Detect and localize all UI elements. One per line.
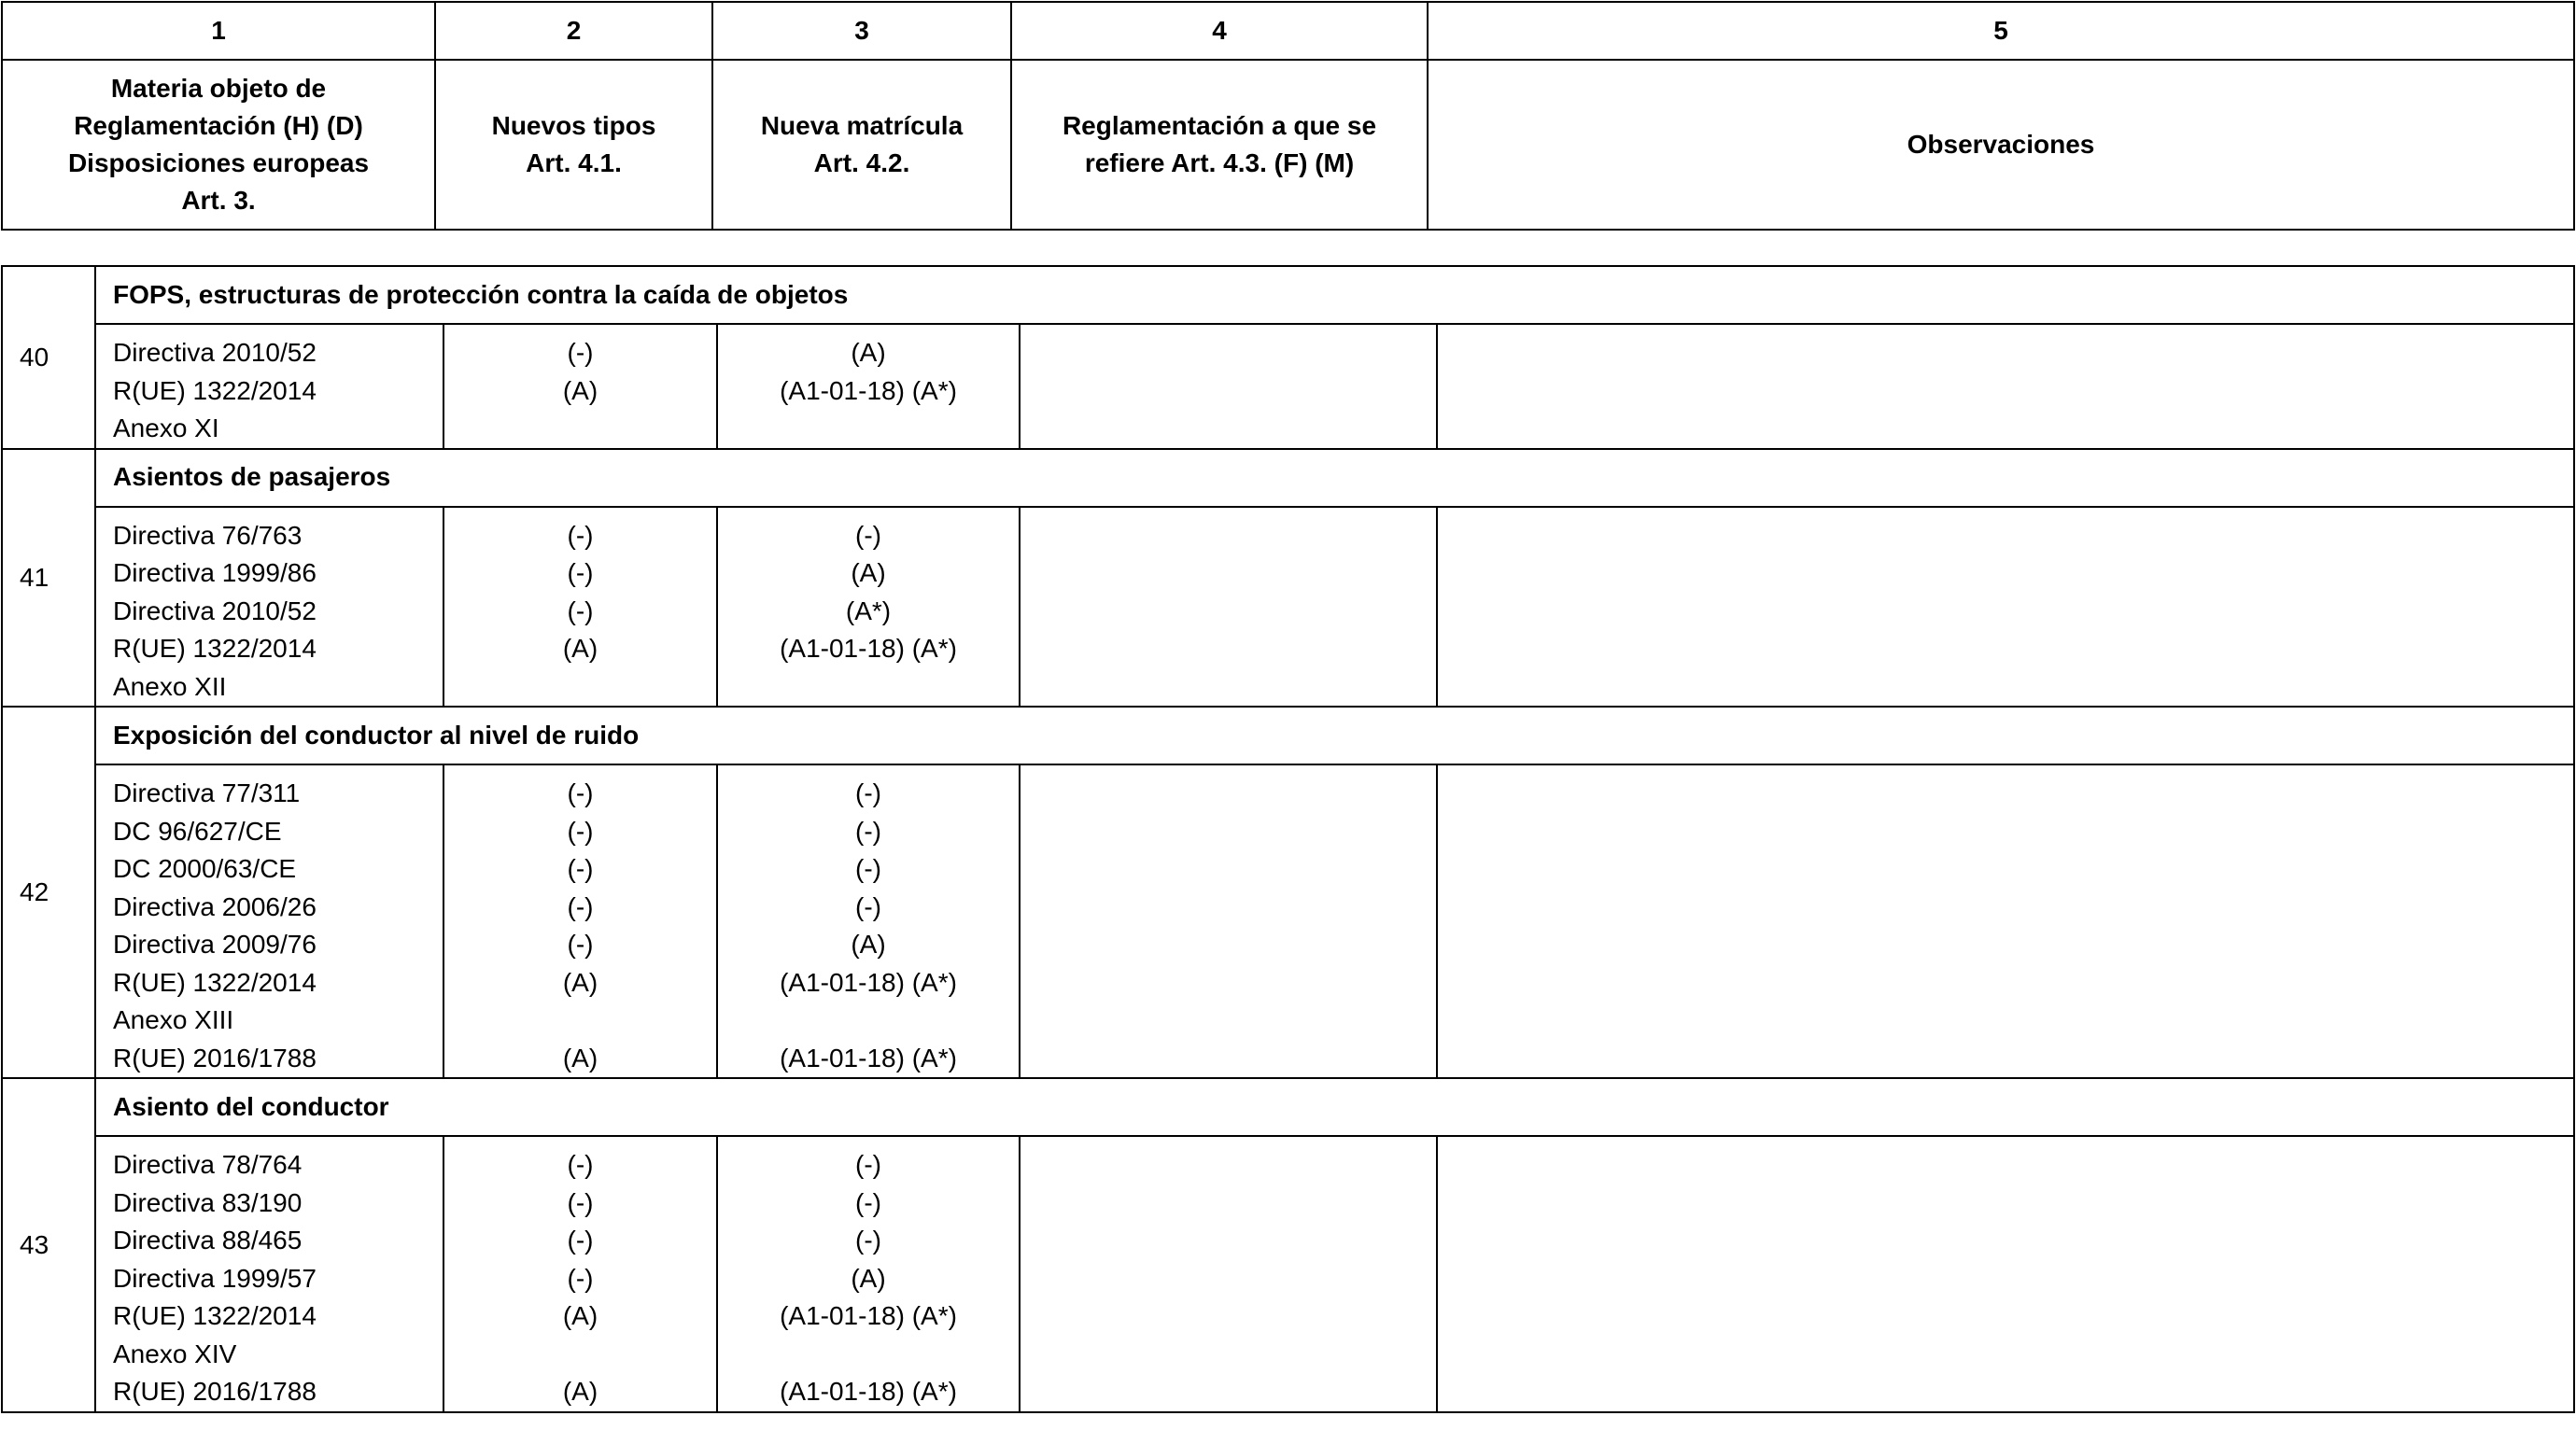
new-registration-value: (A1-01-18) (A*) — [780, 634, 957, 663]
header-table — [1, 1, 2575, 231]
new-registration-value: (-) — [855, 1150, 881, 1179]
section-number: 40 — [2, 266, 95, 449]
regulation-reference: Directiva 1999/57 — [113, 1263, 317, 1293]
new-registration-value-cell — [717, 324, 1020, 449]
sections-body — [2, 266, 2574, 1412]
new-registration-value: (A1-01-18) (A*) — [780, 375, 957, 405]
regulation-reference: Directiva 2006/26 — [113, 891, 317, 921]
new-registration-value: (A*) — [845, 596, 892, 625]
regulation-reference: Anexo XIV — [113, 1339, 237, 1368]
new-registration-value-cell — [717, 507, 1020, 708]
new-registration-value-cell — [717, 1136, 1020, 1412]
section-number: 41 — [2, 449, 95, 708]
referenced-regulation-cell — [1020, 764, 1437, 1078]
observations-cell — [1437, 764, 2574, 1078]
column-number-row — [2, 2, 2574, 60]
regulation-reference: R(UE) 1322/2014 — [113, 375, 317, 405]
new-types-value-cell — [443, 324, 717, 449]
new-types-value: (A) — [562, 967, 598, 997]
new-types-value: (-) — [567, 930, 594, 959]
new-registration-value: (A1-01-18) (A*) — [780, 1301, 957, 1330]
regulation-reference-cell — [95, 507, 443, 708]
column-title-row — [2, 60, 2574, 230]
section-subject-row — [2, 449, 2574, 507]
new-registration-value — [718, 1336, 1019, 1374]
new-registration-value: (A) — [851, 1263, 886, 1293]
section-detail-row — [2, 1136, 2574, 1412]
new-types-value-cell — [443, 1136, 717, 1412]
new-types-value-cell — [443, 507, 717, 708]
new-registration-value: (A1-01-18) (A*) — [780, 967, 957, 997]
column-title-3: Nueva matrícula Art. 4.2. — [760, 111, 964, 177]
new-registration-value: (-) — [855, 778, 881, 807]
regulation-reference: DC 2000/63/CE — [113, 854, 297, 883]
regulation-reference: Directiva 83/190 — [113, 1187, 303, 1217]
column-title-1: Materia objeto de Reglamentación (H) (D) Disposiciones europeas Art. 3. — [67, 74, 370, 215]
new-registration-value — [718, 668, 1019, 707]
regulation-reference: Directiva 2010/52 — [113, 596, 317, 625]
referenced-regulation-cell — [1020, 507, 1437, 708]
new-registration-value — [718, 1002, 1019, 1040]
column-number-4: 4 — [1011, 2, 1428, 60]
regulation-reference: Anexo XIII — [113, 1005, 234, 1034]
sections-table — [1, 265, 2575, 1413]
new-types-value: (-) — [567, 338, 594, 367]
regulation-reference: R(UE) 1322/2014 — [113, 1301, 317, 1330]
regulation-reference: Directiva 1999/86 — [113, 558, 317, 587]
observations-cell — [1437, 507, 2574, 708]
section-subject-row — [2, 266, 2574, 324]
regulation-reference: R(UE) 2016/1788 — [113, 1377, 317, 1406]
section-detail-row — [2, 507, 2574, 708]
section-subject: Exposición del conductor al nivel de ruido — [95, 707, 2574, 764]
column-number-5: 5 — [1428, 2, 2574, 60]
regulation-reference: Directiva 2010/52 — [113, 338, 317, 367]
column-number-3: 3 — [712, 2, 1011, 60]
column-title-cell-4 — [1011, 60, 1428, 230]
new-registration-value: (-) — [855, 816, 881, 846]
new-registration-value: (-) — [855, 520, 881, 550]
column-number-1: 1 — [2, 2, 435, 60]
regulation-reference-cell — [95, 764, 443, 1078]
new-registration-value: (A) — [851, 338, 886, 367]
column-number-2: 2 — [435, 2, 712, 60]
new-types-value: (-) — [567, 854, 594, 883]
new-types-value: (-) — [567, 1226, 594, 1255]
new-registration-value: (A) — [851, 558, 886, 587]
observations-cell — [1437, 1136, 2574, 1412]
observations-cell — [1437, 324, 2574, 449]
section-subject: FOPS, estructuras de protección contra la caída de objetos — [95, 266, 2574, 324]
new-types-value: (-) — [567, 558, 594, 587]
regulation-reference: Directiva 78/764 — [113, 1150, 303, 1179]
new-registration-value — [718, 410, 1019, 448]
new-types-value — [444, 410, 716, 448]
new-registration-value: (-) — [855, 1226, 881, 1255]
new-types-value: (-) — [567, 1150, 594, 1179]
new-registration-value: (-) — [855, 1187, 881, 1217]
regulation-reference: Directiva 2009/76 — [113, 930, 317, 959]
new-types-value: (-) — [567, 816, 594, 846]
column-title-cell-5 — [1428, 60, 2574, 230]
column-title-cell-2 — [435, 60, 712, 230]
regulation-reference: R(UE) 1322/2014 — [113, 967, 317, 997]
referenced-regulation-cell — [1020, 324, 1437, 449]
regulation-reference: R(UE) 1322/2014 — [113, 634, 317, 663]
column-title-2: Nuevos tipos Art. 4.1. — [491, 111, 656, 177]
new-types-value: (-) — [567, 891, 594, 921]
section-subject: Asiento del conductor — [95, 1078, 2574, 1136]
regulation-reference: Directiva 77/311 — [113, 778, 301, 807]
column-title-cell-3 — [712, 60, 1011, 230]
regulation-reference: Anexo XII — [113, 671, 227, 701]
section-subject-row — [2, 707, 2574, 764]
new-registration-value-cell — [717, 764, 1020, 1078]
section-number: 42 — [2, 707, 95, 1078]
referenced-regulation-cell — [1020, 1136, 1437, 1412]
new-registration-value: (A) — [851, 930, 886, 959]
new-types-value: (A) — [562, 1301, 598, 1330]
regulation-reference: Directiva 88/465 — [113, 1226, 303, 1255]
new-types-value: (A) — [562, 634, 598, 663]
new-types-value: (A) — [562, 1377, 598, 1406]
new-types-value — [444, 1336, 716, 1374]
new-types-value: (-) — [567, 1263, 594, 1293]
new-types-value: (-) — [567, 520, 594, 550]
new-registration-value: (-) — [855, 854, 881, 883]
new-registration-value: (A1-01-18) (A*) — [780, 1043, 957, 1072]
new-types-value — [444, 1002, 716, 1040]
section-detail-row — [2, 324, 2574, 449]
section-detail-row — [2, 764, 2574, 1078]
section-subject: Asientos de pasajeros — [95, 449, 2574, 507]
new-types-value-cell — [443, 764, 717, 1078]
regulation-reference: R(UE) 2016/1788 — [113, 1043, 317, 1072]
new-types-value — [444, 668, 716, 707]
new-types-value: (-) — [567, 1187, 594, 1217]
section-number: 43 — [2, 1078, 95, 1412]
regulation-reference: Anexo XI — [113, 414, 219, 442]
new-registration-value: (A1-01-18) (A*) — [780, 1377, 957, 1406]
regulation-reference: DC 96/627/CE — [113, 816, 282, 846]
regulation-reference-cell — [95, 324, 443, 449]
column-title-cell-1 — [2, 60, 435, 230]
new-types-value: (A) — [562, 375, 598, 405]
regulation-reference: Directiva 76/763 — [113, 520, 303, 550]
section-subject-row — [2, 1078, 2574, 1136]
new-types-value: (-) — [567, 596, 594, 625]
column-title-4: Reglamentación a que se refiere Art. 4.3. (F) (M) — [1062, 111, 1377, 177]
new-types-value: (A) — [562, 1043, 598, 1072]
regulation-reference-cell — [95, 1136, 443, 1412]
new-types-value: (-) — [567, 778, 594, 807]
new-registration-value: (-) — [855, 891, 881, 921]
column-title-5: Observaciones — [1907, 130, 2095, 159]
